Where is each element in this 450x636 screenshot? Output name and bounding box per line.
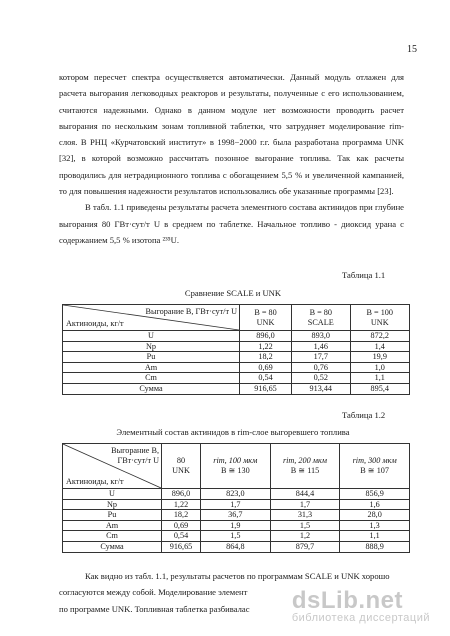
table-row: Pu 18,2 17,7 19,9 [63,352,410,363]
table2-col-header: rim, 100 мкм B ≅ 130 [201,444,271,489]
table-row: Np 1,22 1,46 1,4 [63,341,410,352]
table2-label: Таблица 1.2 [342,410,386,420]
table-row: Am 0,69 0,76 1,0 [63,362,410,373]
table-2 [62,443,410,553]
table1-corner-cell [63,305,240,331]
table-row: Np 1,22 1,7 1,7 1,6 [63,499,410,510]
table-row: Cm 0,54 0,52 1,1 [63,373,410,384]
table-row: Сумма 916,65 913,44 895,4 [63,383,410,394]
table2-corner-bottom: Актиноиды, кг/т [66,477,124,487]
table1-title: Сравнение SCALE и UNK [184,288,282,298]
table1-corner-top: Выгорание B, ГВт·сут/т U [145,307,237,316]
table2-col-header: 80 UNK [162,444,201,489]
table2-col-header: rim, 200 мкм B ≅ 115 [270,444,340,489]
table1-label: Таблица 1.1 [342,270,386,280]
table1-header-row [63,305,410,331]
bottom-line-3: по программе UNK. Топливная таблетка разбивалас [59,603,250,614]
watermark [291,587,430,624]
paragraph-1: котором пересчет спектра осуществляется автоматически. Данный модуль отлажен для расчета выгорания легководных реакторов и результаты, полученные с его использованием, считаются надежными. Однако в данном модуле нет возможности проводить расчет выгорания по нескольким зонам топливной таблетки, что затрудняет моделирование rim-слоя. В РНЦ «Курчатовский институт» в 1998−2000 г.г. была разработана программа UNK [32], в которой возможно рассчитать позонное выгорание топлива. Так как расчеты проводились для нетрадиционного топлива с обогащением 5,5 % и увеличенной кампанией, то для повышения надежности результатов использовались обе указанные программы [23]. [59,72,404,197]
table2-title: Элементный состав актинидов в rim-слое выгоревшего топлива [116,427,350,437]
table1-corner-bottom: Актиноиды, кг/т [66,319,124,329]
paragraph-2: В табл. 1.1 приведены результаты расчета элементного состава актинидов при глубине выгорания 80 ГВт·сут/т U в среднем по таблетке. Начальное топливо - диоксид урана с содержанием 5,5 % изотопа ²³⁵U. [59,202,404,245]
table-row: U 896,0 893,0 872,2 [63,331,410,342]
table-row: Сумма 916,65 864,8 879,7 888,9 [63,541,410,552]
watermark-logo: dsLib.net [291,587,404,614]
page-number: 15 [407,44,417,55]
body-text-top [59,69,404,248]
watermark-subtitle: библиотека диссертаций [291,612,430,624]
table2-header-row [63,444,410,489]
bottom-line-2: согласуются между собой. Моделирование элемент [59,587,248,598]
table2-col-header: rim, 300 мкм B ≅ 107 [340,444,410,489]
bottom-line-1: Как видно из табл. 1.1, результаты расчетов по программам SCALE и UNK хорошо [85,571,390,581]
table1-col-header: B = 100 UNK [350,305,410,331]
table1-col-header: B = 80 UNK [240,305,292,331]
table-row: U 896,0 823,0 844,4 856,9 [63,489,410,500]
table1-col-header: B = 80 SCALE [292,305,350,331]
table-row: Am 0,69 1,9 1,5 1,3 [63,520,410,531]
table-row: Pu 18,2 36,7 31,3 28,0 [63,510,410,521]
table-row: Cm 0,54 1,5 1,2 1,1 [63,531,410,542]
table2-corner-top-2: ГВт·сут/т U [117,455,159,465]
table2-corner-top-1: Выгорание B, [111,446,159,455]
table-1 [62,304,410,395]
table2-corner-cell [63,444,162,489]
